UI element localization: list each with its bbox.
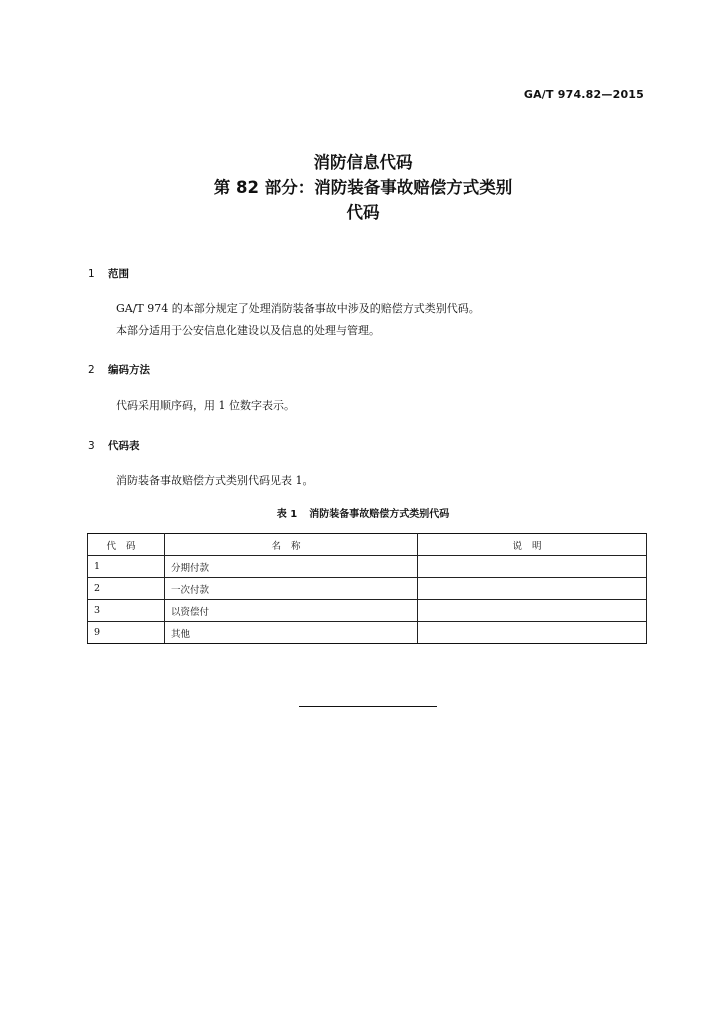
table-row (88, 600, 647, 622)
section-number: 2 (88, 364, 95, 376)
cell-code: 9 (88, 622, 165, 644)
column-header-code: 代码 (88, 534, 165, 556)
document-code: GA/T 974.82—2015 (523, 88, 644, 101)
table-row (88, 622, 647, 644)
paragraph: 消防装备事故赔偿方式类别代码见表 1。 (116, 474, 314, 487)
end-of-document-rule (299, 706, 437, 707)
cell-note (418, 556, 647, 578)
section-body-scope (116, 298, 480, 342)
cell-code: 3 (88, 600, 165, 622)
section-body-coding-method (116, 395, 295, 417)
section-title: 编码方法 (108, 364, 150, 376)
table-row (88, 556, 647, 578)
section-body-code-table (116, 470, 314, 492)
cell-note (418, 600, 647, 622)
table-header-row (88, 534, 647, 556)
cell-code: 1 (88, 556, 165, 578)
section-number: 3 (88, 440, 95, 452)
section-heading-code-table (88, 438, 140, 453)
document-title (0, 150, 726, 225)
cell-note (418, 578, 647, 600)
title-line-2: 第 82 部分：消防装备事故赔偿方式类别 (213, 178, 513, 197)
cell-note (418, 622, 647, 644)
table-caption-label: 表 1 (276, 509, 298, 520)
section-title: 范围 (108, 268, 129, 280)
table-row (88, 578, 647, 600)
table-caption (0, 505, 726, 520)
cell-name: 以资偿付 (165, 600, 418, 622)
cell-name: 分期付款 (165, 556, 418, 578)
title-line-3: 代码 (346, 203, 380, 222)
section-heading-coding-method (88, 362, 150, 377)
paragraph: 代码采用顺序码，用 1 位数字表示。 (116, 399, 295, 412)
column-header-note: 说明 (418, 534, 647, 556)
cell-name: 其他 (165, 622, 418, 644)
title-line-1: 消防信息代码 (313, 153, 413, 172)
section-title: 代码表 (108, 440, 140, 452)
code-table (87, 533, 647, 644)
section-number: 1 (88, 268, 95, 280)
cell-name: 一次付款 (165, 578, 418, 600)
table-caption-title: 消防装备事故赔偿方式类别代码 (309, 509, 450, 520)
paragraph: GA/T 974 的本部分规定了处理消防装备事故中涉及的赔偿方式类别代码。 (116, 302, 480, 315)
section-heading-scope (88, 266, 129, 281)
column-header-name: 名称 (165, 534, 418, 556)
cell-code: 2 (88, 578, 165, 600)
paragraph: 本部分适用于公安信息化建设以及信息的处理与管理。 (116, 324, 380, 337)
